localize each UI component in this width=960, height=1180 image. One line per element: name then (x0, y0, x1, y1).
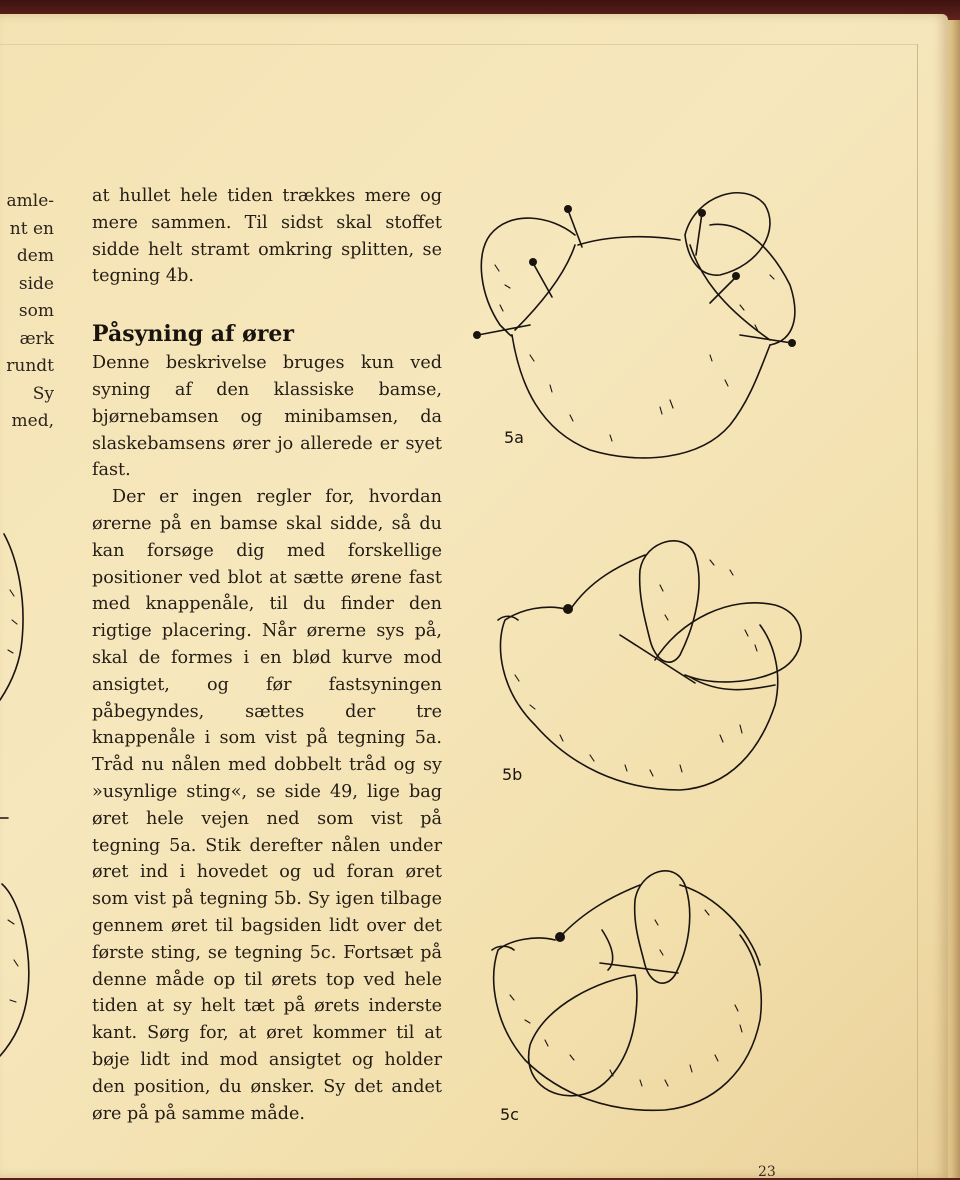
prev-line: ærk (19, 328, 54, 349)
previous-column (0, 188, 64, 436)
illustration-5c (490, 855, 780, 1115)
page-number: 23 (758, 1164, 776, 1180)
prev-line: Sy (32, 383, 54, 404)
figure-label-5b: 5b (502, 765, 523, 784)
figure-label-5a: 5a (504, 428, 524, 447)
figure-label-5c: 5c (500, 1105, 519, 1124)
prev-line: rundt (6, 356, 54, 376)
prev-line: amle- (6, 191, 54, 211)
previous-illustration-top (0, 530, 40, 710)
prev-line: side (18, 273, 54, 294)
prev-line: som (18, 301, 54, 321)
main-text-column (92, 183, 442, 1127)
intro-paragraph: at hullet hele tiden trækkes mere og mere sammen. Til sidst skal stoffet sidde helt stramt omkring splitten, se tegning 4b. (92, 186, 442, 287)
prev-line: nt en (9, 218, 54, 239)
illustration-5b (490, 525, 810, 800)
paragraph-1: Denne beskrivelse bruges kun ved syning af den klassiske bamse, bjørnebamsen og minibamsen, da slaskebamsens ører jo allerede er syet fast. (92, 353, 442, 481)
section-heading: Påsyning af ører (92, 321, 294, 348)
previous-illustration-bottom (0, 880, 40, 1060)
prev-line: med, (11, 411, 54, 431)
prev-line: dem (16, 246, 54, 266)
paragraph-2: Der er ingen regler for, hvordan ørerne på en bamse skal sidde, så du kan forsøge dig med forskellige positioner ved blot at sætte ørene fast med knappenåle, til du finder den rigtige placering. Når ørerne sys på, skal de formes i en blød kurve mod ansigtet, og før fastsyningen påbegyndes, sættes der tre knappenåle i som vist på tegning 5a. Tråd nu nålen med dobbelt tråd og sy »usynlige sting«, se side 49, lige bag øret hele vejen ned som vist på tegning 5a. Stik derefter nålen under øret ind i hovedet og ud foran øret som vist på tegning 5b. Sy igen tilbage gennem øret til bagsiden lidt over det første sting, se tegning 5c. Fortsæt på denne måde op til ørets top ved hele tiden at sy helt tæt på ørets inderste kant. Sørg for, at øret kommer til at bøje lidt ind mod ansigtet og holder den position, du ønsker. Sy det andet øre på på samme måde. (92, 487, 442, 1124)
